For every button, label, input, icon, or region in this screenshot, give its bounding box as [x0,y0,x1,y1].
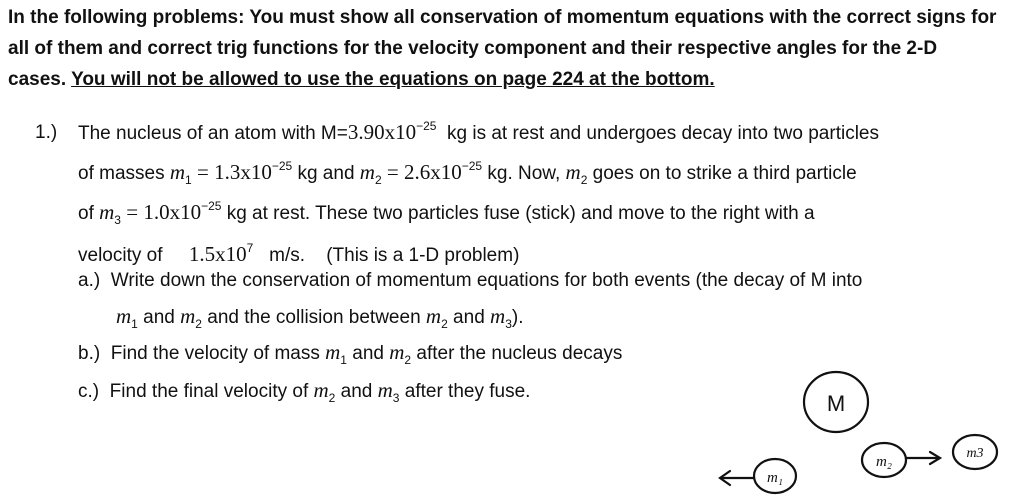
part-a-line-2: $m_1$ and $m_2$ and the collision between $m_2$ and $m_3$). [116,304,524,331]
label-M: M [826,391,846,416]
label-m3: m3 [966,446,984,461]
label-m2: m₂ [875,454,893,470]
instructions-underlined: You will not be allowed to use the equations on page 224 at the bottom. [71,69,715,90]
part-b: b.) Find the velocity of mass $m_1$ and $m_2$ after the nucleus decays [78,340,623,367]
label-m1: m₁ [766,470,784,486]
problem-line-1: The nucleus of an atom with $M=3.90x10^{-25}$ kg is at rest and undergoes decay into two particles [78,119,879,144]
problem-line-4: velocity of $1.5x10^7$ m/s. (This is a 1-D problem) [78,241,520,266]
instructions-text: In the following problems: You must show all conservation of momentum equations with the correct signs for all of them and correct trig functions for the velocity component and their respective angles for the 2-D cases. [8,7,997,90]
problem-line-2: of masses $m_1 = 1.3x10^{-25}$ kg and $m_2 = 2.6x10^{-25}$ kg. Now, $m_2$ goes on to strike a third particle [78,159,857,187]
problem-line-3: of $m_3 = 1.0x10^{-25}$ kg at rest. These two particles fuse (stick) and move to the right with a [78,199,815,227]
part-a-line-1: a.) Write down the conservation of momentum equations for both events (the decay of M into [78,270,863,291]
problem-number: 1.) [35,122,58,143]
part-c: c.) Find the final velocity of $m_2$ and $m_3$ after they fuse. [78,378,531,405]
